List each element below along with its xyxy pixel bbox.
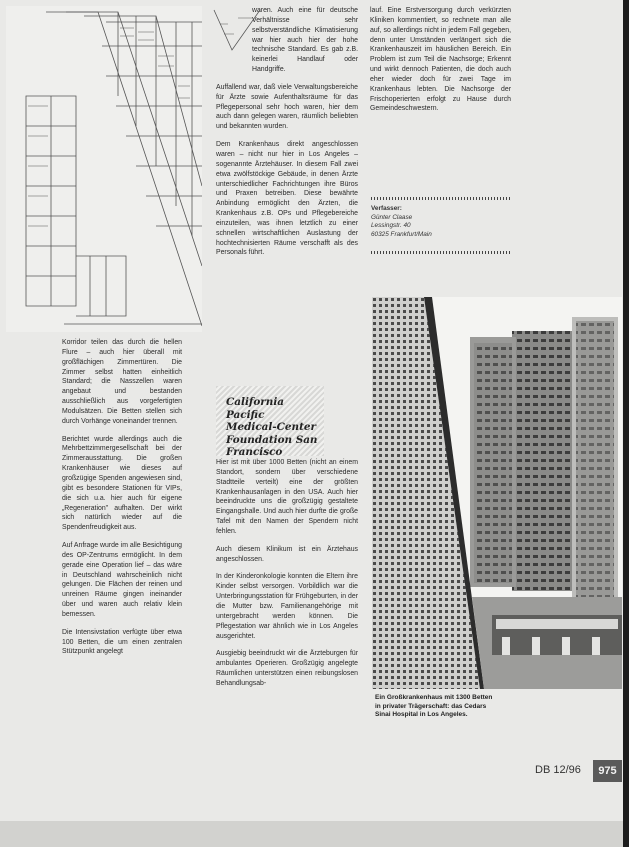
middle-text-column-lower: [216, 458, 358, 697]
issue-label: DB 12/96: [535, 764, 581, 776]
author-street: Lessingstr. 40: [371, 222, 411, 230]
author-city: 60325 Frankfurt/Main: [371, 230, 432, 238]
author-label: Verfasser:: [371, 205, 402, 212]
paragraph: Hier ist mit über 1000 Betten (nicht an einem Standort, sondern über verschiedene Stadtteile verteilt) eine der größten Krankenhausanlagen in den USA. Auch hier beeindruckte uns die großzügig gestaltete Eingangshalle. Und auch hier durfte die große Tafel mit den Namen der Spendern nicht fehlen.: [216, 459, 358, 535]
paragraph: Berichtet wurde allerdings auch die Mehrbettzimmergesellschaft bei der Zimmerausstattung. Die großen Krankenhäuser wie dieses auf großzügige Spenden angewiesen sind, gibt es besondere Stationen für VIPs, die sich u.a. hier auch für eigene „Regeneration" aufhalten. Der wirkt sich natürlich wieder auf die Spendenfreudigkeit aus.: [62, 435, 182, 532]
floor-plan-drawing: [6, 6, 202, 332]
photo-caption: Ein Großkrankenhaus mit 1300 Betten in privater Trägerschaft: das Cedars Sinai Hospital in Los Angeles.: [375, 694, 493, 719]
divider-rule: [371, 251, 511, 254]
section-heading: California Pacific Medical-Center Foundation San Francisco: [226, 396, 318, 459]
hospital-photo: [372, 297, 622, 689]
paragraph: lauf. Eine Erstversorgung durch verkürzten Kliniken kommentiert, so rechnete man alle auf, so allerdings nicht in jedem Fall gegeben, denn unter Umständen verlängert sich die Krankenhauszeit im häuslichen Bereich. Ein Problem ist zum Teil die Nachsorge; Erkennt und wirkt dennoch Patienten, die doch auch eher wieder doch für zwei Tage im Krankenhaus lebten. Die Nachsorge der Frischoperierten erfolgt zu Hause durch Gemeindeschwestern.: [370, 7, 511, 113]
paragraph: Ausgiebig beeindruckt wir die Ärzteburgen für ambulantes Operieren. Großzügig angelegte Räumlichen unterstützen einen reibungslosen Behandlungsab-: [216, 650, 358, 687]
paragraph: waren. Auch eine für deutsche Verhältnisse sehr selbstverständliche Klimatisierung war hier auch hier der hohe technische Standard. Es gab z.B. keinerlei Handlauf oder Handgriffe.: [252, 7, 358, 74]
middle-text-column: [216, 6, 358, 266]
paragraph: Die Intensivstation verfügte über etwa 100 Betten, die um einen zentralen Stützpunkt angelegt: [62, 628, 182, 656]
scan-bottom-margin: [0, 821, 629, 847]
page-number: 975: [593, 760, 622, 782]
author-name: Günter Claase: [371, 213, 413, 221]
author-block: [371, 205, 511, 239]
page-folio: [513, 760, 622, 782]
paragraph: Auf Anfrage wurde im alle Besichtigung des OP-Zentrums ermöglicht. In dem gerade eine Operation lief – das wäre in Deutschland wahrscheinlich nicht gelungen. Die Flächen der reinen und unreinen Räume gingen ineinander über und waren auch relativ klein bemessen.: [62, 542, 182, 618]
paragraph: In der Kinderonkologie konnten die Eltern ihre Kinder selbst versorgen. Vorbildlich war die Unterbringungsstation für Frühgeburten, in der die Mutter bzw. Familienangehörige mit untergebracht werden können. Die Pflegestation war ähnlich wie in Los Angeles ausgerichtet.: [216, 573, 358, 640]
paragraph: Auch diesem Klinikum ist ein Ärztehaus angeschlossen.: [216, 545, 358, 563]
left-text-column: [62, 338, 182, 665]
section-heading-box: [216, 386, 324, 459]
paragraph: Auffallend war, daß viele Verwaltungsbereiche für Ärzte sowie Aufenthaltsräume für das Pflegepersonal sehr hoch waren, hier dem auch dann gelegen waren, räumlich beliebten und bekannten wurden.: [216, 83, 358, 131]
scan-right-edge: [623, 0, 629, 847]
paragraph: Dem Krankenhaus direkt angeschlossen waren – nicht nur hier in Los Angeles – sogenannte Ärztehäuser. In diesem Fall zwei etwa zwölfstöckige Gebäude, in denen Ärzte unterschiedlicher Fachrichtungen ihre Büros und Praxen betreiben. Diese bewährte Anbindung ermöglicht den Ärzten, die Krankenhaus z.B. OPs und Pflegebereiche einzuteilen, was ihnen letztlich zu einer schnellen wirtschaftlichen Auslastung der hochtechnisierten Räume verschafft als des Personals führt.: [216, 141, 358, 257]
paragraph: Korridor teilen das durch die hellen Flure – auch hier überall mit großflächigen Zimmertüren. Die Zimmer selbst hatten einheitlich Standard; die Nasszellen waren angebaut und bestanden ausschließlich aus vorgefertigten Modulsätzen. Die Betten stellen sich durch Vorhänge voneinander trennen.: [62, 339, 182, 425]
divider-rule: [371, 197, 511, 200]
right-text-column: [370, 6, 511, 122]
